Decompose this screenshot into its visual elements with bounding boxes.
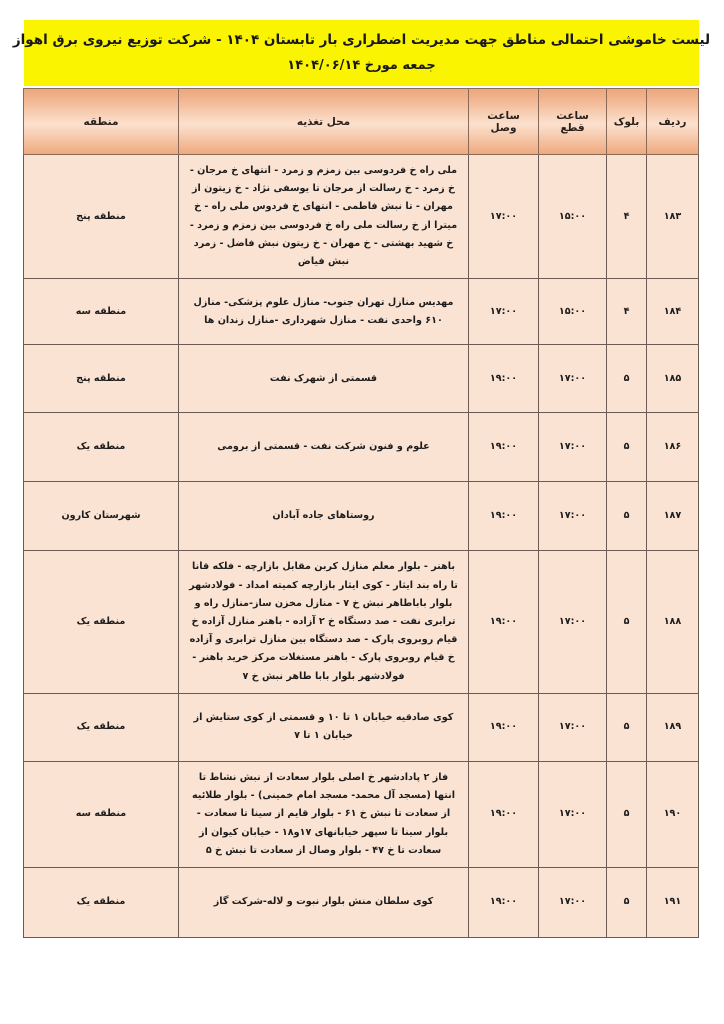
table-row [24, 551, 699, 694]
cell-region: منطقه یک [24, 551, 179, 694]
cell-blok: ۵ [607, 551, 647, 694]
cell-feeding-location: علوم و فنون شرکت نفت - قسمتی از برومی [179, 413, 469, 482]
document-title-banner [12, 20, 711, 86]
cell-restore-time: ۱۹:۰۰ [469, 413, 539, 482]
table-row [24, 761, 699, 867]
cell-outage-time: ۱۷:۰۰ [539, 693, 607, 761]
cell-outage-time: ۱۵:۰۰ [539, 279, 607, 345]
column-header-vasl: ساعت وصل [469, 89, 539, 155]
cell-blok: ۵ [607, 413, 647, 482]
table-row [24, 413, 699, 482]
cell-radif: ۱۸۳ [647, 155, 699, 279]
page-subtitle-date: جمعه مورخ ۱۴۰۴/۰۶/۱۴ [287, 57, 436, 73]
cell-blok: ۵ [607, 693, 647, 761]
cell-region: منطقه سه [24, 279, 179, 345]
table-row [24, 155, 699, 279]
cell-outage-time: ۱۵:۰۰ [539, 155, 607, 279]
page-title: لیست خاموشی احتمالی مناطق جهت مدیریت اضطراری بار تابستان ۱۴۰۴ - شرکت توزیع نیروی برق اهواز [12, 31, 711, 48]
cell-feeding-location: قسمتی از شهرک نفت [179, 345, 469, 413]
cell-restore-time: ۱۷:۰۰ [469, 155, 539, 279]
column-header-mahal: محل تغذیه [179, 89, 469, 155]
table-row [24, 345, 699, 413]
table-row [24, 867, 699, 937]
cell-feeding-location: مهدیس منازل تهران جنوب- منازل علوم پزشکی- منازل ۶۱۰ واحدی نفت - منازل شهرداری -منازل زندان ها [179, 279, 469, 345]
outage-schedule-table [23, 88, 699, 938]
cell-outage-time: ۱۷:۰۰ [539, 345, 607, 413]
table-row [24, 482, 699, 551]
cell-restore-time: ۱۹:۰۰ [469, 867, 539, 937]
cell-blok: ۴ [607, 279, 647, 345]
cell-radif: ۱۸۸ [647, 551, 699, 694]
cell-region: منطقه یک [24, 413, 179, 482]
cell-feeding-location: فاز ۲ پادادشهر خ اصلی بلوار سعادت از نبش نشاط تا انتها (مسجد آل محمد- مسجد امام خمینی) - بلوار طلائیه از سعادت تا نبش خ ۶۱ - بلوار قایم از سینا تا سعادت - بلوار سینا تا سپهر خیابانهای ۱۷و۱۸ - خیابان کیوان از سعادت تا خ ۴۷ - بلوار وصال از سعادت تا نبش خ ۵ [179, 761, 469, 867]
cell-blok: ۵ [607, 345, 647, 413]
cell-radif: ۱۸۹ [647, 693, 699, 761]
cell-radif: ۱۹۱ [647, 867, 699, 937]
cell-radif: ۱۸۵ [647, 345, 699, 413]
cell-restore-time: ۱۹:۰۰ [469, 345, 539, 413]
cell-feeding-location: روستاهای جاده آبادان [179, 482, 469, 551]
table-header-row [24, 89, 699, 155]
column-header-mantaghe: منطقه [24, 89, 179, 155]
cell-radif: ۱۹۰ [647, 761, 699, 867]
column-header-blok: بلوک [607, 89, 647, 155]
cell-region: منطقه سه [24, 761, 179, 867]
cell-feeding-location: ملی راه خ فردوسی بین زمزم و زمرد - انتهای خ مرجان - خ زمرد - خ رسالت از مرجان تا یوسفی نژاد - خ زیتون از مهران - تا نبش فاطمی - انتهای خ فردوس ملی راه - خ میترا از خ رسالت ملی راه خ فردوسی بین زمزم و زمرد - خ شهید بهشتی - خ مهران - خ زیتون نبش فاضل - زمرد نبش فیاض [179, 155, 469, 279]
cell-restore-time: ۱۷:۰۰ [469, 279, 539, 345]
cell-outage-time: ۱۷:۰۰ [539, 867, 607, 937]
cell-feeding-location: باهنر - بلوار معلم منازل کربن مقابل بازارچه - فلکه قانا تا راه بند ایثار - کوی ایثار بازارچه کمیته امداد - فولادشهر بلوار باباطاهر نبش خ ۷ - منازل مخزن ساز-منازل راه و ترابری نفت - صد دستگاه خ ۲ آزاده - باهنر منازل آزاده خ قیام روبروی پارک - صد دستگاه بین منازل ترابری و آزاده خ قیام روبروی پارک - باهنر مستغلات مرکز خرید باهنر - فولادشهر بلوار بابا طاهر نبش خ ۷ [179, 551, 469, 694]
cell-outage-time: ۱۷:۰۰ [539, 761, 607, 867]
cell-radif: ۱۸۷ [647, 482, 699, 551]
cell-restore-time: ۱۹:۰۰ [469, 693, 539, 761]
cell-blok: ۵ [607, 867, 647, 937]
cell-radif: ۱۸۴ [647, 279, 699, 345]
cell-restore-time: ۱۹:۰۰ [469, 761, 539, 867]
cell-region: شهرستان کارون [24, 482, 179, 551]
cell-outage-time: ۱۷:۰۰ [539, 413, 607, 482]
cell-blok: ۵ [607, 761, 647, 867]
cell-restore-time: ۱۹:۰۰ [469, 551, 539, 694]
cell-feeding-location: کوی صادقیه خیابان ۱ تا ۱۰ و قسمتی از کوی ستایش از خیابان ۱ تا ۷ [179, 693, 469, 761]
cell-region: منطقه یک [24, 693, 179, 761]
cell-restore-time: ۱۹:۰۰ [469, 482, 539, 551]
cell-blok: ۵ [607, 482, 647, 551]
column-header-ghat: ساعت قطع [539, 89, 607, 155]
cell-outage-time: ۱۷:۰۰ [539, 551, 607, 694]
table-row [24, 693, 699, 761]
cell-outage-time: ۱۷:۰۰ [539, 482, 607, 551]
cell-feeding-location: کوی سلطان منش بلوار نبوت و لاله-شرکت گاز [179, 867, 469, 937]
column-header-radif: ردیف [647, 89, 699, 155]
cell-radif: ۱۸۶ [647, 413, 699, 482]
cell-region: منطقه یک [24, 867, 179, 937]
cell-blok: ۴ [607, 155, 647, 279]
table-row [24, 279, 699, 345]
cell-region: منطقه پنج [24, 345, 179, 413]
cell-region: منطقه پنج [24, 155, 179, 279]
